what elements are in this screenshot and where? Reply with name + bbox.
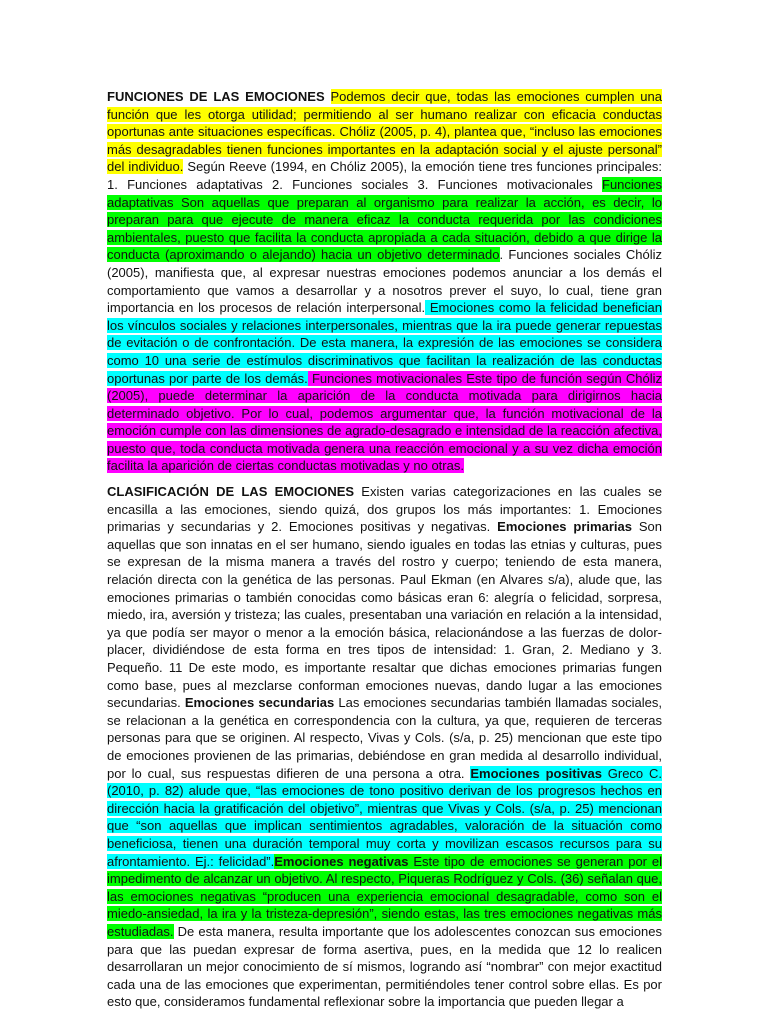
text-segment: Este tipo de emociones se generan por el impedimento de alcanzar un objetivo. Al respecto, Piqueras Rodríguez y Cols. (36) señalan que, las emociones negativas “producen una experiencia emocional desagradable, como son el miedo-ansiedad, la ira y la tristeza-depresión”, siendo estas, las tres emociones negativas más estudiadas.: [107, 853, 662, 939]
heading-funciones: FUNCIONES DE LAS EMOCIONES: [107, 89, 325, 104]
highlight-green: Funciones adaptativas Son aquellas que preparan al organismo para realizar la acción, es decir, lo preparan para que ejecute de manera eficaz la conducta requerida por las condiciones ambientales, puesto que facilita la conducta apropiada a cada situación, debido a que dirige la conducta (aproximando o alejando) hacia un objetivo determinado: [107, 176, 662, 263]
paragraph-clasificacion: [107, 483, 662, 1011]
highlight-yellow: Podemos decir que, todas las emociones cumplen una función que les otorga utilidad; permitiendo al ser humano realizar con eficacia conductas oportunas ante situaciones específicas. Chóliz (2005, p. 4), plantea que, “incluso las emociones más desagradables tienen funciones importantes en la adaptación social y el ajuste personal” del individuo.: [107, 89, 662, 175]
text-segment: Son aquellas que son innatas en el ser humano, siendo iguales en todas las etnias y culturas, pues se expresan de la misma manera a través del rostro y cuerpo; teniendo de esta manera, relación directa con la genética de las personas. Paul Ekman (en Alvares s/a), alude que, las emociones primarias o también conocidas como básicas eran 6: alegría o felicidad, sorpresa, miedo, ira, aversión y tristeza; las cuales, presentaban una variación en relación a la intensidad, ya que podía ser mayor o menor a la emoción básica, relacionándose a las fuerzas de dolor-placer, dividiéndose de esta forma en tres tipos de intensidad: 1. Gran, 2. Mediano y 3. Pequeño. 11 De este modo, es importante resaltar que dichas emociones primarias fungen como base, pues al mezclarse conforman emociones nuevas, dando lugar a las emociones secundarias.: [107, 519, 663, 711]
document-page: [107, 88, 662, 1019]
term-emociones-secundarias: Emociones secundarias: [184, 695, 335, 711]
term-emociones-primarias: Emociones primarias: [497, 519, 632, 535]
text-segment: Greco C. (2010, p. 82) alude que, “las emociones de tono positivo derivan de los progresos hechos en dirección hacia la gratificación del objetivo”, mientras que Vivas y Cols. (s/a, p. 25) mencionan que “son aquellas que implican sentimientos agradables, valoración de la situación como beneficiosa, tienen una duración temporal muy corta y movilizan escasos recursos para su afrontamiento. Ej.: felicidad”.: [107, 765, 662, 869]
heading-clasificacion: CLASIFICACIÓN DE LAS EMOCIONES: [107, 484, 355, 500]
text-segment: Las emociones secundarias también llamadas sociales, se relacionan a la genética en correspondencia con la cultura, ya que, requieren de terceras personas para que se originen. Al respecto, Vivas y Cols. (s/a, p. 25) mencionan que este tipo de emociones provienen de las primarias, debiéndose en gran medida al desarrollo individual, por lo cual, sus respuestas difieren de una persona a otra.: [107, 695, 662, 781]
highlight-cyan: Emociones como la felicidad benefician los vínculos sociales y relaciones interpersonales, mientras que la ira puede generar repuestas de evitación o de confrontación. De esta manera, la expresión de las emociones se considera como 10 una serie de estímulos discriminativos que facilitan la realización de las conductas oportunas por parte de los demás.: [107, 300, 662, 386]
text-segment: Existen varias categorizaciones en las cuales se encasilla a las emociones, siendo quizá, dos grupos los más importantes: 1. Emociones primarias y secundarias y 2. Emociones positivas y negativas.: [107, 484, 662, 535]
term-emociones-positivas: Emociones positivas: [470, 765, 602, 781]
text-segment: . Funciones sociales Chóliz (2005), manifiesta que, al expresar nuestras emociones podemos anunciar a los demás el comportamiento que vamos a desarrollar y a nosotros prever el suyo, lo cual, tiene gran importancia en los procesos de relación interpersonal.: [107, 247, 662, 316]
paragraph-funciones: [107, 88, 662, 475]
text-segment: De esta manera, resulta importante que los adolescentes conozcan sus emociones para que las puedan expresar de forma asertiva, pues, en la medida que 12 lo realicen desarrollaran un mejor conocimiento de sí mismos, logrando así “nombrar” con mejor exactitud cada una de las emociones que experimentan, permitiéndoles tener control sobre ellas. Es por esto que, consideramos fundamental reflexionar sobre la importancia que pueden llegar a: [107, 923, 662, 1010]
highlight-magenta: Funciones motivacionales Este tipo de función según Chóliz (2005), puede determinar la aparición de la conducta motivada para dirigirnos hacia determinado objetivo. Por lo cual, podemos argumentar que, la función motivacional de la emoción cumple con las dimensiones de agrado-desagrado e intensidad de la reacción afectiva, puesto que, toda conducta motivada genera una reacción emocional y a su vez dicha emoción facilita la aparición de ciertas conductas motivadas y no otras.: [107, 370, 662, 474]
term-emociones-negativas: Emociones negativas: [274, 853, 409, 869]
text-segment: Según Reeve (1994, en Chóliz 2005), la emoción tiene tres funciones principales: 1. Funciones adaptativas 2. Funciones sociales 3. Funciones motivacionales: [107, 159, 663, 192]
